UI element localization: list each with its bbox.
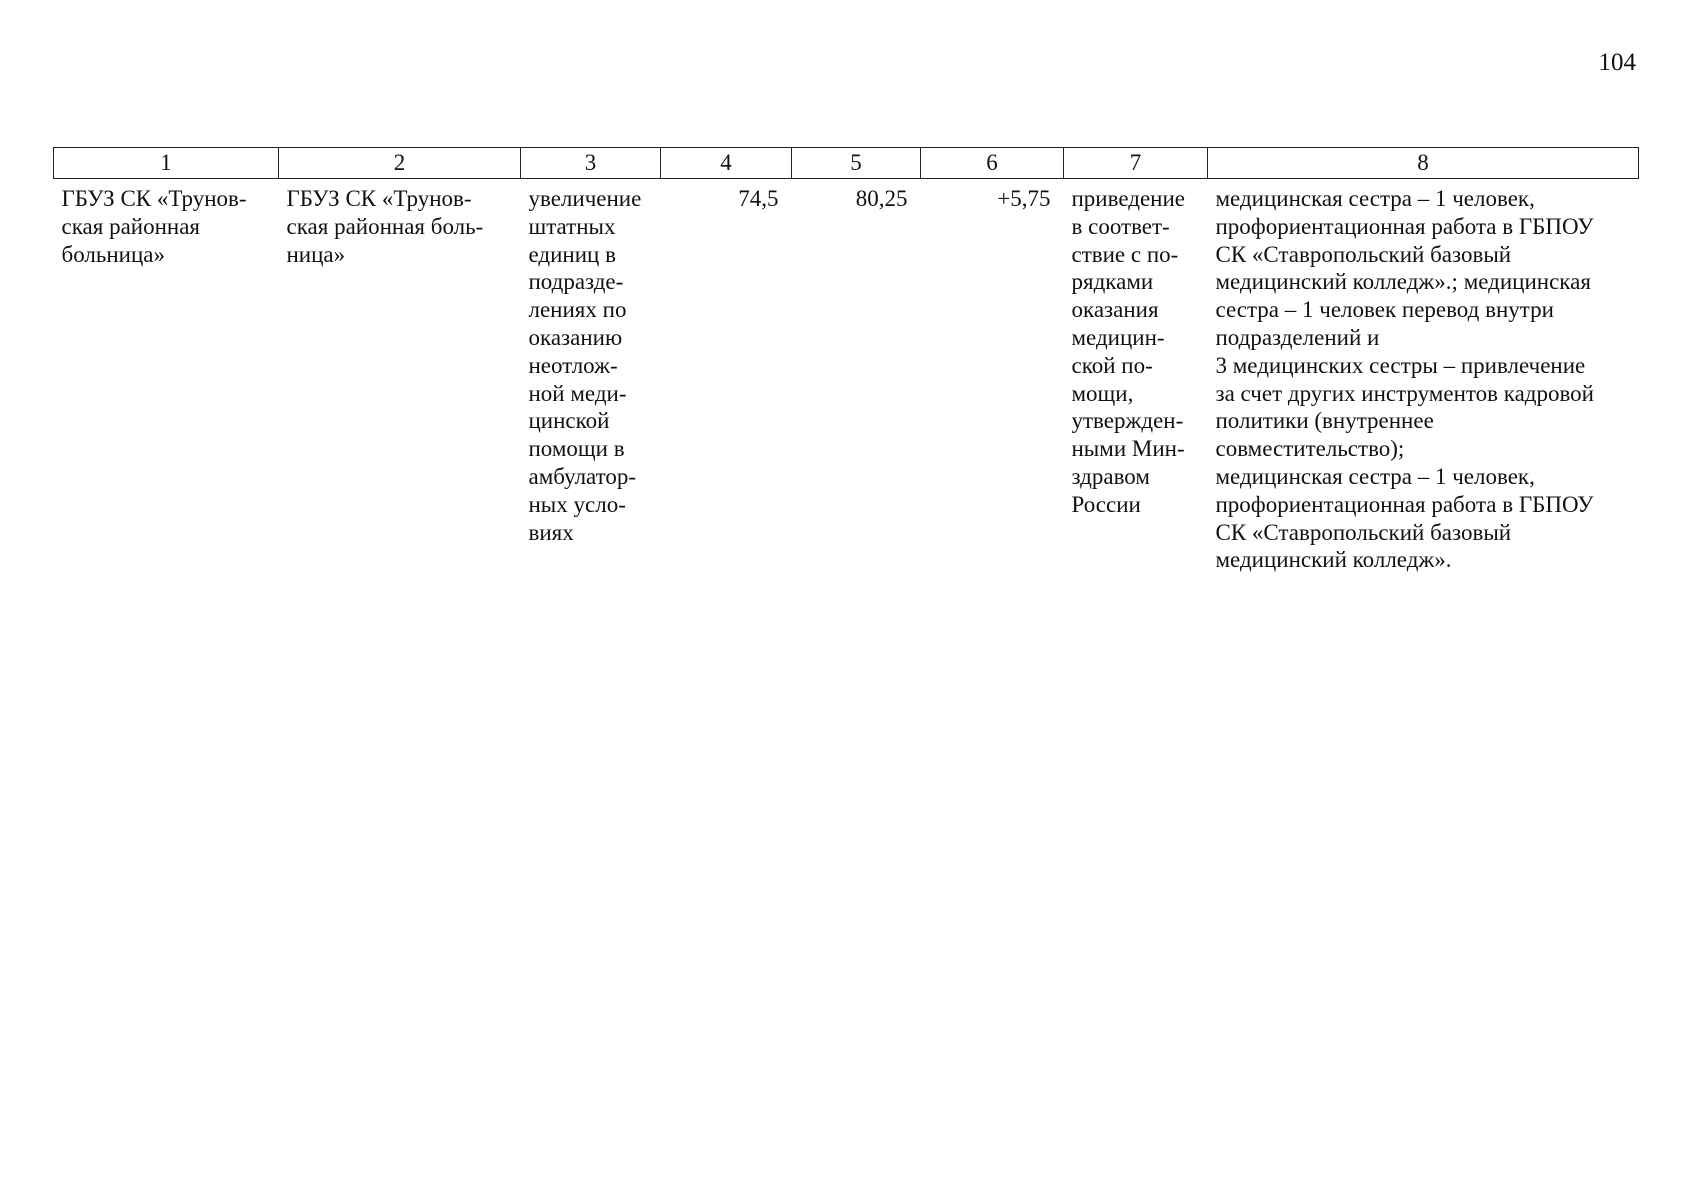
cell-value-after: 80,25 <box>855 186 908 211</box>
column-header-1: 1 <box>54 148 279 179</box>
column-header-8: 8 <box>1208 148 1639 179</box>
column-header-7: 7 <box>1064 148 1208 179</box>
column-header-5: 5 <box>792 148 921 179</box>
cell-reason: приведение в соответ- ствие с по- рядками оказания медицин- ской по- мощи, утвержден- ными Мин- здравом России <box>1071 186 1185 517</box>
cell-institution: ГБУЗ СК «Трунов- ская районная боль- ница» <box>286 186 484 267</box>
column-header-6: 6 <box>921 148 1064 179</box>
cell-measure: увеличение штатных единиц в подразде- лениях по оказанию неотлож- ной меди- цинской помощи в амбулатор- ных усло- виях <box>528 186 642 545</box>
data-table <box>53 147 1639 574</box>
page-number: 104 <box>1598 49 1636 76</box>
table-row <box>54 179 1639 575</box>
column-header-3: 3 <box>521 148 661 179</box>
cell-organization: ГБУЗ СК «Трунов- ская районная больница» <box>61 186 247 267</box>
column-header-4: 4 <box>661 148 792 179</box>
cell-value-change: +5,75 <box>997 186 1051 211</box>
cell-staffing-details: медицинская сестра – 1 человек, профориентационная работа в ГБПОУ СК «Ставропольский базовый медицинский колледж».; медицинская сестра – 1 человек перевод внутри подразделений и 3 медицинских сестры – привлечение за счет других инструментов кадровой политики (внутреннее совместительство); медицинская сестра – 1 человек, профориентационная работа в ГБПОУ СК «Ставропольский базовый медицинский колледж». <box>1215 186 1594 573</box>
cell-value-before: 74,5 <box>738 186 779 211</box>
column-header-2: 2 <box>279 148 521 179</box>
table-header-row <box>54 148 1639 179</box>
